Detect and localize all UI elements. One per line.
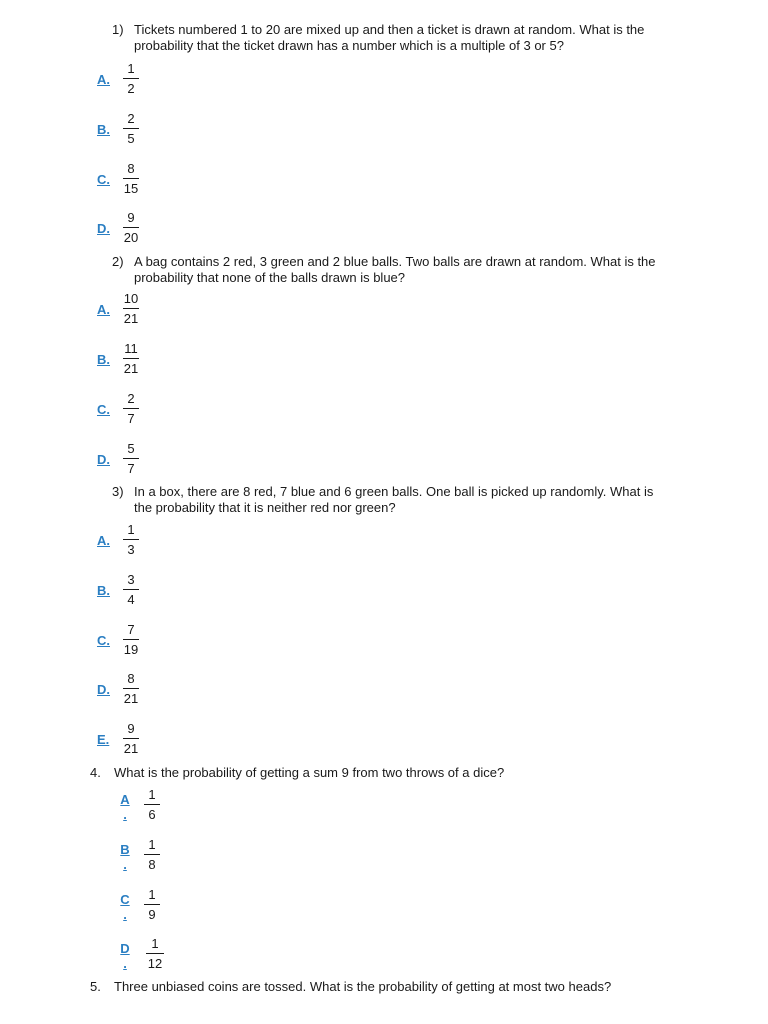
option-letter-link[interactable]: B. xyxy=(97,122,110,137)
denominator: 20 xyxy=(123,230,139,245)
fraction xyxy=(123,162,139,196)
numerator: 1 xyxy=(127,61,135,76)
numerator: 8 xyxy=(127,161,135,176)
numerator: 2 xyxy=(127,391,135,406)
fraction xyxy=(146,937,164,971)
denominator: 3 xyxy=(127,542,135,557)
fraction xyxy=(144,888,160,922)
fraction xyxy=(144,838,160,872)
numerator: 9 xyxy=(127,721,135,736)
denominator: 9 xyxy=(148,907,156,922)
option-letter-dot[interactable]: . xyxy=(123,907,127,922)
option-letter-link[interactable]: A. xyxy=(97,72,110,87)
question-text: A bag contains 2 red, 3 green and 2 blue balls. Two balls are drawn at random. What is the probability that none of the balls drawn is blue? xyxy=(134,254,656,285)
question-text: What is the probability of getting a sum 9 from two throws of a dice? xyxy=(114,765,505,780)
option-letter-link[interactable]: E. xyxy=(97,732,110,747)
option-letter-link[interactable]: A. xyxy=(97,533,110,548)
numerator: 1 xyxy=(127,522,135,537)
fraction xyxy=(123,623,139,657)
option-letter-link[interactable]: D. xyxy=(97,682,110,697)
denominator: 2 xyxy=(127,81,135,96)
fraction xyxy=(123,722,139,756)
denominator: 7 xyxy=(127,411,135,426)
fraction xyxy=(123,523,139,557)
denominator: 21 xyxy=(123,361,139,376)
denominator: 21 xyxy=(123,741,139,756)
question-number: 2) xyxy=(112,254,124,269)
option-letter-dot[interactable]: . xyxy=(123,956,127,971)
denominator: 5 xyxy=(127,131,135,146)
numerator: 11 xyxy=(124,341,138,356)
option-letter-link[interactable] xyxy=(120,940,130,972)
option-letter-link[interactable] xyxy=(120,841,130,873)
fraction xyxy=(123,392,139,426)
numerator: 3 xyxy=(127,572,135,587)
numerator: 1 xyxy=(148,787,156,802)
option-letter-link[interactable] xyxy=(120,891,130,923)
denominator: 4 xyxy=(127,592,135,607)
option-letter[interactable]: C xyxy=(120,892,130,907)
fraction xyxy=(123,62,139,96)
question-number: 3) xyxy=(112,484,124,499)
option-letter[interactable]: A xyxy=(120,792,130,807)
denominator: 21 xyxy=(123,311,139,326)
option-letter-link[interactable]: C. xyxy=(97,402,110,417)
fraction xyxy=(123,442,139,476)
numerator: 2 xyxy=(127,111,135,126)
option-letter-link[interactable]: B. xyxy=(97,583,110,598)
numerator: 9 xyxy=(127,210,135,225)
denominator: 6 xyxy=(148,807,156,822)
fraction xyxy=(123,211,139,245)
question-text: Tickets numbered 1 to 20 are mixed up and then a ticket is drawn at random. What is the probability that the ticket drawn has a number which is a multiple of 3 or 5? xyxy=(134,22,645,53)
option-letter-link[interactable] xyxy=(120,791,130,823)
option-letter-link[interactable]: D. xyxy=(97,452,110,467)
numerator: 1 xyxy=(148,837,156,852)
fraction xyxy=(123,292,139,326)
denominator: 7 xyxy=(127,461,135,476)
fraction xyxy=(123,112,139,146)
fraction xyxy=(123,672,139,706)
question-number: 1) xyxy=(112,22,124,37)
numerator: 10 xyxy=(123,291,139,306)
denominator: 12 xyxy=(147,956,163,971)
question-text: Three unbiased coins are tossed. What is the probability of getting at most two heads? xyxy=(114,979,612,994)
denominator: 21 xyxy=(123,691,139,706)
numerator: 7 xyxy=(127,622,135,637)
denominator: 15 xyxy=(123,181,139,196)
fraction xyxy=(123,342,139,376)
fraction xyxy=(144,788,160,822)
fraction xyxy=(123,573,139,607)
option-letter-link[interactable]: D. xyxy=(97,221,110,236)
option-letter-link[interactable]: C. xyxy=(97,172,110,187)
question-number: 5. xyxy=(90,979,101,994)
denominator: 19 xyxy=(123,642,139,657)
option-letter[interactable]: D xyxy=(120,941,130,956)
option-letter-dot[interactable]: . xyxy=(123,807,127,822)
option-letter-link[interactable]: B. xyxy=(97,352,110,367)
numerator: 5 xyxy=(127,441,135,456)
question-number: 4. xyxy=(90,765,101,780)
option-letter-link[interactable]: A. xyxy=(97,302,110,317)
numerator: 1 xyxy=(148,887,156,902)
numerator: 8 xyxy=(127,671,135,686)
option-letter-dot[interactable]: . xyxy=(123,857,127,872)
question-text: In a box, there are 8 red, 7 blue and 6 green balls. One ball is picked up randomly. What is the probability that it is neither red nor green? xyxy=(134,484,654,515)
option-letter-link[interactable]: C. xyxy=(97,633,110,648)
option-letter[interactable]: B xyxy=(120,842,130,857)
denominator: 8 xyxy=(148,857,156,872)
numerator: 1 xyxy=(151,936,159,951)
